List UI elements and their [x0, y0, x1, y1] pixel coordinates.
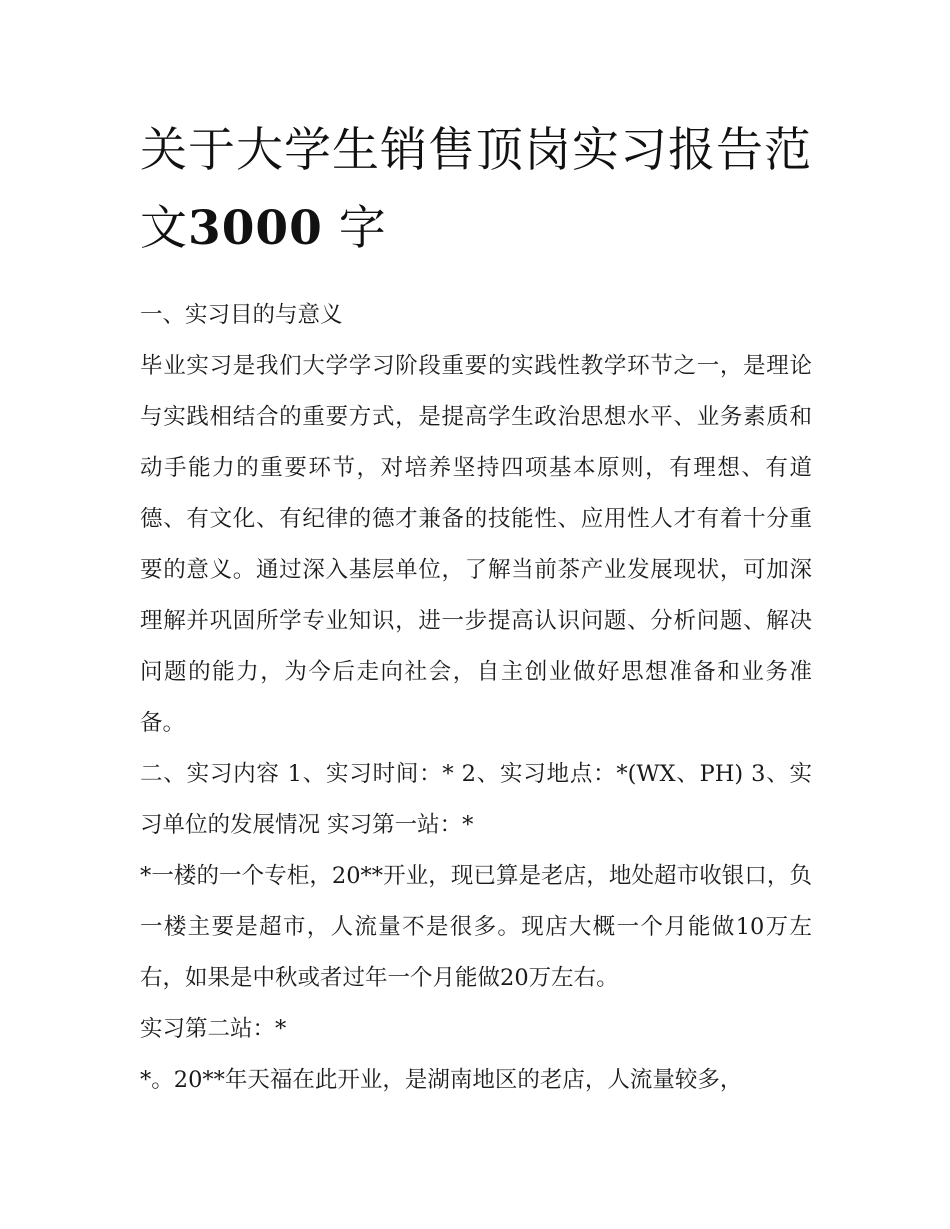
section-heading-purpose: 一、实习目的与意义 [140, 302, 343, 328]
paragraph-purpose: 毕业实习是我们大学学习阶段重要的实践性教学环节之一，是理论与实践相结合的重要方式，是提高学生政治思想水平、业务素质和动手能力的重要环节，对培养坚持四项基本原则，有理想、有道德、有文化、有纪律的德才兼备的技能性、应用性人才有着十分重要的意义。通过深入基层单位，了解当前茶产业发展现状，可加深理解并巩固所学专业知识，进一步提高认识问题、分析问题、解决问题的能力，为今后走向社会，自主创业做好思想准备和业务准备。 [140, 353, 812, 736]
title-text: 关于大学生销售顶岗实习报告范文 [140, 123, 812, 256]
document-title [140, 112, 812, 268]
document-content [140, 112, 812, 1106]
section-heading-content: 二、实习内容 1、实习时间：* 2、实习地点：*(WX、PH) 3、实习单位的发展情况 实习第一站：* [140, 761, 812, 838]
section-heading-second-station: 实习第二站：* [140, 1016, 287, 1042]
paragraph-first-station: *一楼的一个专柜，20**开业，现已算是老店，地处超市收银口，负一楼主要是超市，人流量不是很多。现店大概一个月能做10万左右，如果是中秋或者过年一个月能做20万左右。 [140, 863, 812, 991]
document-body [140, 290, 812, 1106]
title-number: 3000 [188, 201, 323, 256]
title-suffix: 字 [338, 201, 387, 256]
paragraph-second-station: *。20**年天福在此开业，是湖南地区的老店，人流量较多， [140, 1067, 743, 1093]
